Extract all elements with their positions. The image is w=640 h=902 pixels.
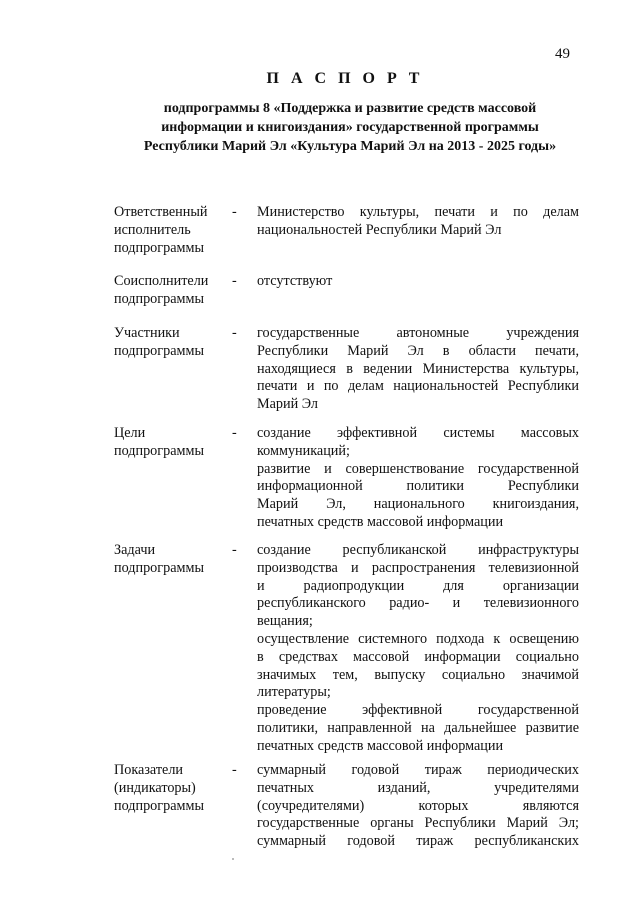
row-value-line: развитие и совершенствование государственной xyxy=(257,460,579,477)
row-dash: - xyxy=(232,273,237,289)
row-label xyxy=(114,542,224,578)
row-label-line: подпрограммы xyxy=(114,239,204,256)
row-value-line: национальностей Республики Марий Эл xyxy=(257,221,502,238)
row-value-line: осуществление системного подхода к освещению xyxy=(257,630,579,647)
page-number: 49 xyxy=(555,46,570,62)
row-value-line: в средствах массовой информации социально xyxy=(257,648,579,665)
row-value xyxy=(257,542,579,756)
passport-title: П А С П О Р Т xyxy=(266,70,424,87)
row-value-line: создание эффективной системы массовых xyxy=(257,425,579,441)
row-label-line: Соисполнители xyxy=(114,273,209,289)
row-value-line: отсутствуют xyxy=(257,273,333,289)
row-value-line: производства и распространения телевизионной xyxy=(257,559,579,576)
row-label-line: подпрограммы xyxy=(114,290,204,307)
row-value-line: государственные органы Республики Марий Эл; xyxy=(257,815,579,832)
row-label-line: подпрограммы xyxy=(114,559,204,576)
row-value xyxy=(257,425,579,532)
row-dash: - xyxy=(232,762,237,778)
row-label xyxy=(114,204,224,257)
row-value-line: и радиопродукции для организации xyxy=(257,577,579,594)
row-label-line: исполнитель xyxy=(114,221,191,238)
subtitle-line: подпрограммы 8 «Поддержка и развитие средств массовой xyxy=(163,101,537,116)
row-value-line: проведение эффективной государственной xyxy=(257,702,579,719)
row-value xyxy=(257,762,579,851)
row-value-line: Республики Марий Эл в области печати, xyxy=(257,342,579,359)
row-value-line: Марий Эл xyxy=(257,396,318,413)
row-label xyxy=(114,425,224,461)
subtitle-line: информации и книгоиздания» государственной программы xyxy=(161,120,539,135)
passport-subtitle xyxy=(100,99,600,156)
row-label-line: подпрограммы xyxy=(114,342,204,359)
row-value-line: значимых тем, выпуску социально значимой xyxy=(257,666,579,683)
row-label-line: Участники xyxy=(114,325,180,341)
row-value-line: Министерство культуры, печати и по делам xyxy=(257,204,579,220)
scan-speck xyxy=(232,858,234,860)
row-label-line: (индикаторы) xyxy=(114,779,196,796)
row-value-line: республиканского радио- и телевизионного xyxy=(257,595,579,612)
subtitle-line: Республики Марий Эл «Культура Марий Эл на 2013 - 2025 годы» xyxy=(143,139,557,154)
row-dash: - xyxy=(232,542,237,558)
row-value-line: печатных изданий, учредителями xyxy=(257,779,579,796)
row-dash: - xyxy=(232,425,237,441)
row-value-line: печатных средств массовой информации xyxy=(257,737,504,754)
row-label-line: Ответственный xyxy=(114,204,208,220)
row-label xyxy=(114,273,224,309)
row-label-line: Показатели xyxy=(114,762,184,778)
row-label xyxy=(114,762,224,815)
row-label-line: подпрограммы xyxy=(114,442,204,459)
row-value xyxy=(257,325,579,414)
row-label-line: Цели xyxy=(114,425,146,441)
row-value-line: литературы; xyxy=(257,684,331,701)
row-value xyxy=(257,204,579,240)
row-value-line: (соучредителями) которых являются xyxy=(257,797,579,814)
row-dash: - xyxy=(232,325,237,341)
row-label xyxy=(114,325,224,361)
row-value-line: создание республиканской инфраструктуры xyxy=(257,542,579,558)
row-value-line: суммарный годовой тираж республиканских xyxy=(257,833,579,850)
row-value-line: суммарный годовой тираж периодических xyxy=(257,762,579,778)
row-value-line: государственные автономные учреждения xyxy=(257,325,579,341)
row-value xyxy=(257,273,579,291)
row-value-line: печати и по делам национальностей Республики xyxy=(257,378,579,395)
row-value-line: политики, направленной на дальнейшее развитие xyxy=(257,719,579,736)
row-value-line: вещания; xyxy=(257,613,313,630)
row-value-line: Марий Эл, национального книгоиздания, xyxy=(257,496,579,513)
row-value-line: находящиеся в ведении Министерства культуры, xyxy=(257,360,579,377)
row-value-line: коммуникаций; xyxy=(257,442,350,459)
row-dash: - xyxy=(232,204,237,220)
row-value-line: печатных средств массовой информации xyxy=(257,513,504,530)
row-value-line: информационной политики Республики xyxy=(257,478,579,495)
row-label-line: Задачи xyxy=(114,542,156,558)
row-label-line: подпрограммы xyxy=(114,797,204,814)
